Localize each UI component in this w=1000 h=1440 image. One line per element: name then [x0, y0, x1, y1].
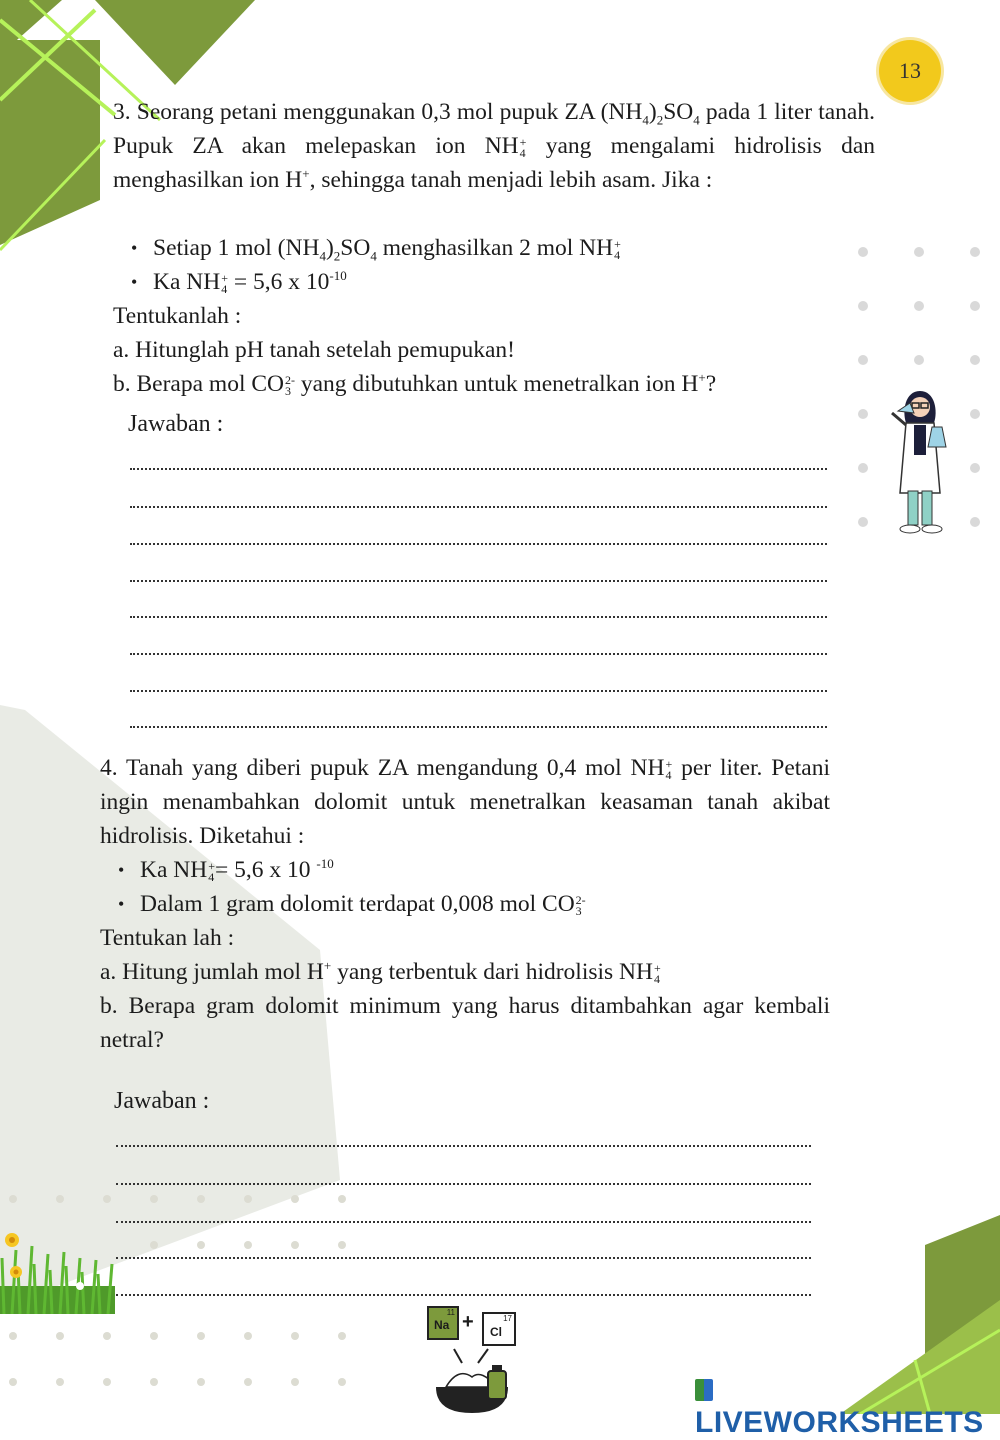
answer-line[interactable] — [116, 1181, 811, 1185]
answer-line[interactable] — [116, 1292, 811, 1296]
list-item: • Dalam 1 gram dolomit terdapat 0,008 mol CO 2- 3 — [140, 887, 820, 921]
question-3: 3. Seorang petani menggunakan 0,3 mol pupuk ZA $(NH_4)_2SO_4$ pada 1 liter tanah. Pupuk ZA akan melepaskan ion NH + 4 yang mengalami hidrolisis dan menghasilkan ion H+, sehingga tanah menjadi lebih asam. Jika : — [113, 99, 876, 193]
cl-tile: 17 Cl — [482, 1312, 516, 1346]
task-b: b. Berapa mol CO 2- 3 yang dibutuhkan untuk menetralkan ion H+? — [113, 370, 717, 398]
question-4-conditions — [100, 853, 820, 921]
task-a: a. Hitung jumlah mol H+ yang terbentuk dari hidrolisis NH + 4 — [100, 958, 661, 986]
answer-line[interactable] — [130, 466, 827, 470]
question-3-conditions — [113, 231, 813, 299]
list-item: • Setiap 1 mol $(NH_4)_2SO_4$ menghasilkan 2 mol NH + 4 — [153, 231, 813, 265]
answer-line[interactable] — [130, 504, 827, 508]
answer-line[interactable] — [116, 1219, 811, 1223]
answer-label-4: Jawaban : — [114, 1088, 210, 1114]
answer-line[interactable] — [130, 614, 827, 618]
tentukan-label: Tentukan lah : — [100, 925, 235, 951]
answer-line[interactable] — [130, 651, 827, 655]
tentukan-label: Tentukanlah : — [113, 303, 242, 329]
grass-flowers-image — [0, 1228, 115, 1314]
answer-line[interactable] — [116, 1255, 811, 1259]
answer-line[interactable] — [130, 578, 827, 582]
scientist-illustration — [880, 383, 960, 538]
task-a: a. Hitunglah pH tanah setelah pemupukan! — [113, 337, 515, 363]
question-4: 4. Tanah yang diberi pupuk ZA mengandung 0,4 mol NH + 4 per liter. Petani ingin menambahkan dolomit untuk menetralkan keasaman tanah akibat hidrolisis. Diketahui : — [100, 755, 830, 849]
liveworksheets-logo: LIVEWORKSHEETS — [695, 1372, 1000, 1440]
nacl-illustration: 11 Na + 17 Cl — [420, 1303, 530, 1414]
answer-line[interactable] — [130, 541, 827, 545]
task-b: b. Berapa gram dolomit minimum yang harus ditambahkan agar kembali netral? — [100, 993, 830, 1053]
answer-line[interactable] — [116, 1143, 811, 1147]
page-number-badge: 13 — [879, 40, 941, 102]
na-tile: 11 Na — [427, 1306, 459, 1340]
list-item: • Ka NH + 4 = 5,6 x 10 $^{-10}$ — [140, 853, 820, 887]
answer-line[interactable] — [130, 688, 827, 692]
question-3-tasks — [113, 299, 853, 401]
answer-label-3: Jawaban : — [128, 411, 224, 437]
list-item: • Ka NH + 4 = 5,6 x $10^{-10}$ — [153, 265, 813, 299]
answer-line[interactable] — [130, 724, 827, 728]
question-4-tasks — [100, 921, 830, 1057]
